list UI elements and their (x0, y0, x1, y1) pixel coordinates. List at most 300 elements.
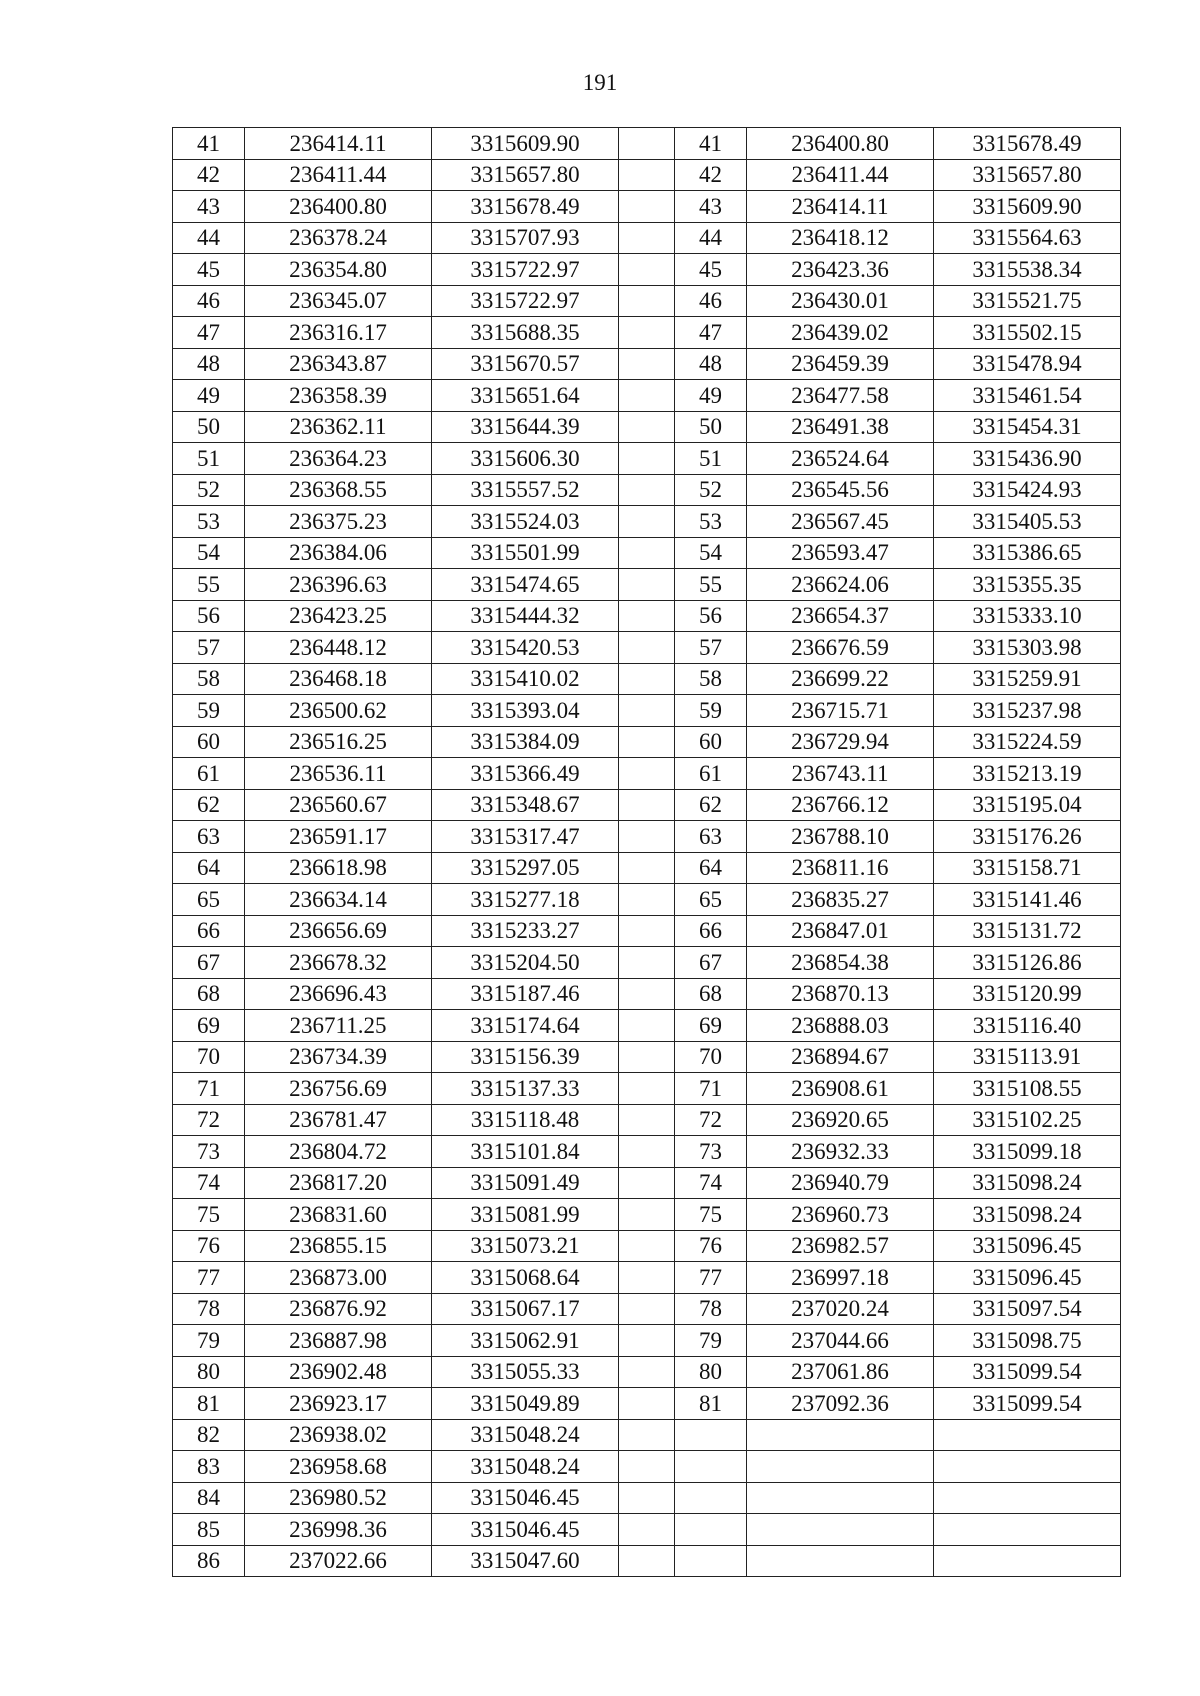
left-y-coordinate-cell: 3315444.32 (432, 600, 619, 632)
right-x-coordinate-cell: 236545.56 (747, 474, 934, 506)
left-y-coordinate-cell: 3315366.49 (432, 758, 619, 790)
left-x-coordinate-cell: 236873.00 (245, 1262, 432, 1294)
right-y-coordinate-cell: 3315424.93 (934, 474, 1121, 506)
left-x-coordinate-cell: 236368.55 (245, 474, 432, 506)
right-point-number-cell: 65 (675, 884, 747, 916)
left-y-coordinate-cell: 3315046.45 (432, 1482, 619, 1514)
right-point-number-cell: 43 (675, 191, 747, 223)
left-point-number-cell: 61 (173, 758, 245, 790)
right-x-coordinate-cell: 236870.13 (747, 978, 934, 1010)
left-point-number-cell: 70 (173, 1041, 245, 1073)
left-y-coordinate-cell: 3315606.30 (432, 443, 619, 475)
left-point-number-cell: 54 (173, 537, 245, 569)
left-point-number-cell: 84 (173, 1482, 245, 1514)
left-x-coordinate-cell: 236876.92 (245, 1293, 432, 1325)
separator-cell (619, 1482, 675, 1514)
left-x-coordinate-cell: 236696.43 (245, 978, 432, 1010)
table-row (173, 474, 1121, 506)
separator-cell (619, 758, 675, 790)
right-x-coordinate-cell: 236414.11 (747, 191, 934, 223)
left-x-coordinate-cell: 236711.25 (245, 1010, 432, 1042)
separator-cell (619, 1167, 675, 1199)
left-point-number-cell: 45 (173, 254, 245, 286)
left-y-coordinate-cell: 3315410.02 (432, 663, 619, 695)
right-x-coordinate-cell: 237061.86 (747, 1356, 934, 1388)
separator-cell (619, 348, 675, 380)
separator-cell (619, 285, 675, 317)
left-y-coordinate-cell: 3315317.47 (432, 821, 619, 853)
table-row (173, 852, 1121, 884)
separator-cell (619, 222, 675, 254)
separator-cell (619, 1293, 675, 1325)
right-point-number-cell: 44 (675, 222, 747, 254)
separator-cell (619, 411, 675, 443)
table-row (173, 726, 1121, 758)
table-row (173, 1136, 1121, 1168)
left-y-coordinate-cell: 3315156.39 (432, 1041, 619, 1073)
left-x-coordinate-cell: 236980.52 (245, 1482, 432, 1514)
left-point-number-cell: 52 (173, 474, 245, 506)
right-y-coordinate-cell: 3315108.55 (934, 1073, 1121, 1105)
left-x-coordinate-cell: 236804.72 (245, 1136, 432, 1168)
left-x-coordinate-cell: 236923.17 (245, 1388, 432, 1420)
table-row (173, 1451, 1121, 1483)
separator-cell (619, 1356, 675, 1388)
table-row (173, 1388, 1121, 1420)
right-x-coordinate-cell: 236835.27 (747, 884, 934, 916)
right-y-coordinate-cell: 3315237.98 (934, 695, 1121, 727)
right-y-coordinate-cell: 3315099.54 (934, 1356, 1121, 1388)
table-row (173, 632, 1121, 664)
separator-cell (619, 663, 675, 695)
right-x-coordinate-cell: 236624.06 (747, 569, 934, 601)
right-y-coordinate-cell: 3315098.24 (934, 1167, 1121, 1199)
right-point-number-cell: 57 (675, 632, 747, 664)
left-x-coordinate-cell: 236855.15 (245, 1230, 432, 1262)
left-x-coordinate-cell: 236902.48 (245, 1356, 432, 1388)
left-x-coordinate-cell: 236756.69 (245, 1073, 432, 1105)
separator-cell (619, 128, 675, 160)
table-row (173, 1325, 1121, 1357)
left-point-number-cell: 53 (173, 506, 245, 538)
left-x-coordinate-cell: 236536.11 (245, 758, 432, 790)
left-point-number-cell: 41 (173, 128, 245, 160)
right-x-coordinate-cell: 236894.67 (747, 1041, 934, 1073)
separator-cell (619, 1325, 675, 1357)
left-y-coordinate-cell: 3315348.67 (432, 789, 619, 821)
right-y-coordinate-cell: 3315099.54 (934, 1388, 1121, 1420)
left-x-coordinate-cell: 236364.23 (245, 443, 432, 475)
left-y-coordinate-cell: 3315118.48 (432, 1104, 619, 1136)
left-y-coordinate-cell: 3315557.52 (432, 474, 619, 506)
left-x-coordinate-cell: 236411.44 (245, 159, 432, 191)
right-x-coordinate-cell: 237044.66 (747, 1325, 934, 1357)
right-point-number-cell: 63 (675, 821, 747, 853)
table-row (173, 1293, 1121, 1325)
table-row (173, 821, 1121, 853)
right-point-number-cell: 73 (675, 1136, 747, 1168)
left-x-coordinate-cell: 236591.17 (245, 821, 432, 853)
separator-cell (619, 1388, 675, 1420)
right-x-coordinate-cell (747, 1514, 934, 1546)
right-y-coordinate-cell: 3315102.25 (934, 1104, 1121, 1136)
right-y-coordinate-cell (934, 1451, 1121, 1483)
left-point-number-cell: 56 (173, 600, 245, 632)
left-point-number-cell: 62 (173, 789, 245, 821)
right-point-number-cell: 72 (675, 1104, 747, 1136)
right-x-coordinate-cell: 236400.80 (747, 128, 934, 160)
right-x-coordinate-cell: 237020.24 (747, 1293, 934, 1325)
right-y-coordinate-cell: 3315158.71 (934, 852, 1121, 884)
left-y-coordinate-cell: 3315657.80 (432, 159, 619, 191)
right-x-coordinate-cell: 236766.12 (747, 789, 934, 821)
right-y-coordinate-cell: 3315113.91 (934, 1041, 1121, 1073)
left-x-coordinate-cell: 236358.39 (245, 380, 432, 412)
table-row (173, 600, 1121, 632)
separator-cell (619, 569, 675, 601)
separator-cell (619, 789, 675, 821)
right-point-number-cell: 68 (675, 978, 747, 1010)
left-x-coordinate-cell: 236618.98 (245, 852, 432, 884)
right-x-coordinate-cell: 236908.61 (747, 1073, 934, 1105)
right-point-number-cell: 49 (675, 380, 747, 412)
right-point-number-cell: 64 (675, 852, 747, 884)
separator-cell (619, 317, 675, 349)
table-row (173, 380, 1121, 412)
left-x-coordinate-cell: 236781.47 (245, 1104, 432, 1136)
separator-cell (619, 1010, 675, 1042)
right-x-coordinate-cell (747, 1451, 934, 1483)
right-point-number-cell: 45 (675, 254, 747, 286)
right-point-number-cell: 71 (675, 1073, 747, 1105)
left-y-coordinate-cell: 3315678.49 (432, 191, 619, 223)
right-x-coordinate-cell: 236888.03 (747, 1010, 934, 1042)
right-point-number-cell: 66 (675, 915, 747, 947)
right-x-coordinate-cell: 236411.44 (747, 159, 934, 191)
right-x-coordinate-cell: 236847.01 (747, 915, 934, 947)
left-point-number-cell: 68 (173, 978, 245, 1010)
page-number: 191 (582, 70, 618, 95)
right-point-number-cell: 53 (675, 506, 747, 538)
right-x-coordinate-cell: 236932.33 (747, 1136, 934, 1168)
left-y-coordinate-cell: 3315501.99 (432, 537, 619, 569)
table-row (173, 191, 1121, 223)
right-y-coordinate-cell: 3315097.54 (934, 1293, 1121, 1325)
separator-cell (619, 821, 675, 853)
table-row (173, 348, 1121, 380)
right-y-coordinate-cell: 3315098.75 (934, 1325, 1121, 1357)
left-point-number-cell: 80 (173, 1356, 245, 1388)
left-point-number-cell: 51 (173, 443, 245, 475)
right-y-coordinate-cell: 3315099.18 (934, 1136, 1121, 1168)
left-point-number-cell: 59 (173, 695, 245, 727)
left-y-coordinate-cell: 3315055.33 (432, 1356, 619, 1388)
right-point-number-cell: 48 (675, 348, 747, 380)
separator-cell (619, 1041, 675, 1073)
table-row (173, 222, 1121, 254)
right-x-coordinate-cell: 236997.18 (747, 1262, 934, 1294)
left-x-coordinate-cell: 236560.67 (245, 789, 432, 821)
left-x-coordinate-cell: 236958.68 (245, 1451, 432, 1483)
left-x-coordinate-cell: 236831.60 (245, 1199, 432, 1231)
right-y-coordinate-cell: 3315657.80 (934, 159, 1121, 191)
right-y-coordinate-cell: 3315355.35 (934, 569, 1121, 601)
left-point-number-cell: 60 (173, 726, 245, 758)
left-y-coordinate-cell: 3315644.39 (432, 411, 619, 443)
separator-cell (619, 159, 675, 191)
left-y-coordinate-cell: 3315048.24 (432, 1451, 619, 1483)
left-x-coordinate-cell: 236316.17 (245, 317, 432, 349)
right-x-coordinate-cell: 236477.58 (747, 380, 934, 412)
left-x-coordinate-cell: 236468.18 (245, 663, 432, 695)
left-y-coordinate-cell: 3315393.04 (432, 695, 619, 727)
table-row (173, 789, 1121, 821)
left-y-coordinate-cell: 3315068.64 (432, 1262, 619, 1294)
left-point-number-cell: 85 (173, 1514, 245, 1546)
right-point-number-cell: 41 (675, 128, 747, 160)
separator-cell (619, 537, 675, 569)
right-point-number-cell (675, 1514, 747, 1546)
separator-cell (619, 1419, 675, 1451)
left-point-number-cell: 72 (173, 1104, 245, 1136)
left-y-coordinate-cell: 3315420.53 (432, 632, 619, 664)
table-row (173, 1199, 1121, 1231)
separator-cell (619, 978, 675, 1010)
left-point-number-cell: 65 (173, 884, 245, 916)
left-y-coordinate-cell: 3315474.65 (432, 569, 619, 601)
right-y-coordinate-cell: 3315213.19 (934, 758, 1121, 790)
right-x-coordinate-cell: 236715.71 (747, 695, 934, 727)
left-y-coordinate-cell: 3315722.97 (432, 285, 619, 317)
left-point-number-cell: 67 (173, 947, 245, 979)
right-y-coordinate-cell: 3315259.91 (934, 663, 1121, 695)
left-y-coordinate-cell: 3315067.17 (432, 1293, 619, 1325)
table-row (173, 1482, 1121, 1514)
left-point-number-cell: 50 (173, 411, 245, 443)
right-y-coordinate-cell: 3315120.99 (934, 978, 1121, 1010)
left-x-coordinate-cell: 236354.80 (245, 254, 432, 286)
left-point-number-cell: 42 (173, 159, 245, 191)
right-point-number-cell (675, 1451, 747, 1483)
left-y-coordinate-cell: 3315651.64 (432, 380, 619, 412)
left-point-number-cell: 82 (173, 1419, 245, 1451)
left-point-number-cell: 83 (173, 1451, 245, 1483)
separator-cell (619, 506, 675, 538)
right-x-coordinate-cell: 236960.73 (747, 1199, 934, 1231)
left-y-coordinate-cell: 3315187.46 (432, 978, 619, 1010)
left-y-coordinate-cell: 3315688.35 (432, 317, 619, 349)
left-point-number-cell: 43 (173, 191, 245, 223)
left-x-coordinate-cell: 236500.62 (245, 695, 432, 727)
right-point-number-cell: 54 (675, 537, 747, 569)
separator-cell (619, 884, 675, 916)
table-row (173, 537, 1121, 569)
right-x-coordinate-cell: 236729.94 (747, 726, 934, 758)
left-y-coordinate-cell: 3315277.18 (432, 884, 619, 916)
table-row (173, 695, 1121, 727)
left-point-number-cell: 55 (173, 569, 245, 601)
left-y-coordinate-cell: 3315049.89 (432, 1388, 619, 1420)
table-row (173, 254, 1121, 286)
right-point-number-cell: 42 (675, 159, 747, 191)
left-x-coordinate-cell: 236378.24 (245, 222, 432, 254)
left-point-number-cell: 86 (173, 1545, 245, 1577)
right-y-coordinate-cell: 3315116.40 (934, 1010, 1121, 1042)
table-row (173, 569, 1121, 601)
table-row (173, 1073, 1121, 1105)
separator-cell (619, 380, 675, 412)
right-x-coordinate-cell: 236430.01 (747, 285, 934, 317)
table-row (173, 978, 1121, 1010)
right-y-coordinate-cell: 3315303.98 (934, 632, 1121, 664)
right-y-coordinate-cell: 3315141.46 (934, 884, 1121, 916)
table-row (173, 159, 1121, 191)
table-row (173, 663, 1121, 695)
right-point-number-cell: 78 (675, 1293, 747, 1325)
left-point-number-cell: 57 (173, 632, 245, 664)
separator-cell (619, 1073, 675, 1105)
table-row (173, 285, 1121, 317)
separator-cell (619, 1199, 675, 1231)
right-point-number-cell: 59 (675, 695, 747, 727)
right-x-coordinate-cell: 236459.39 (747, 348, 934, 380)
right-y-coordinate-cell: 3315436.90 (934, 443, 1121, 475)
right-point-number-cell: 46 (675, 285, 747, 317)
table-row (173, 1262, 1121, 1294)
left-point-number-cell: 79 (173, 1325, 245, 1357)
separator-cell (619, 915, 675, 947)
left-x-coordinate-cell: 236516.25 (245, 726, 432, 758)
left-y-coordinate-cell: 3315062.91 (432, 1325, 619, 1357)
right-y-coordinate-cell: 3315538.34 (934, 254, 1121, 286)
left-point-number-cell: 73 (173, 1136, 245, 1168)
left-y-coordinate-cell: 3315046.45 (432, 1514, 619, 1546)
right-y-coordinate-cell: 3315098.24 (934, 1199, 1121, 1231)
left-y-coordinate-cell: 3315524.03 (432, 506, 619, 538)
right-point-number-cell: 60 (675, 726, 747, 758)
table-row (173, 1514, 1121, 1546)
right-y-coordinate-cell: 3315405.53 (934, 506, 1121, 538)
left-x-coordinate-cell: 236345.07 (245, 285, 432, 317)
separator-cell (619, 1451, 675, 1483)
right-y-coordinate-cell: 3315224.59 (934, 726, 1121, 758)
separator-cell (619, 1104, 675, 1136)
left-y-coordinate-cell: 3315174.64 (432, 1010, 619, 1042)
right-y-coordinate-cell: 3315478.94 (934, 348, 1121, 380)
separator-cell (619, 443, 675, 475)
right-point-number-cell (675, 1482, 747, 1514)
left-x-coordinate-cell: 236887.98 (245, 1325, 432, 1357)
right-x-coordinate-cell: 236811.16 (747, 852, 934, 884)
right-point-number-cell (675, 1419, 747, 1451)
left-x-coordinate-cell: 236343.87 (245, 348, 432, 380)
right-point-number-cell: 70 (675, 1041, 747, 1073)
right-y-coordinate-cell: 3315609.90 (934, 191, 1121, 223)
right-x-coordinate-cell (747, 1545, 934, 1577)
left-x-coordinate-cell: 236678.32 (245, 947, 432, 979)
separator-cell (619, 695, 675, 727)
separator-cell (619, 254, 675, 286)
right-point-number-cell: 51 (675, 443, 747, 475)
left-x-coordinate-cell: 236448.12 (245, 632, 432, 664)
right-point-number-cell: 74 (675, 1167, 747, 1199)
right-y-coordinate-cell: 3315454.31 (934, 411, 1121, 443)
right-point-number-cell: 58 (675, 663, 747, 695)
left-point-number-cell: 71 (173, 1073, 245, 1105)
right-x-coordinate-cell: 236423.36 (747, 254, 934, 286)
separator-cell (619, 1136, 675, 1168)
left-y-coordinate-cell: 3315609.90 (432, 128, 619, 160)
right-y-coordinate-cell (934, 1419, 1121, 1451)
right-y-coordinate-cell: 3315126.86 (934, 947, 1121, 979)
right-point-number-cell: 52 (675, 474, 747, 506)
table-row (173, 506, 1121, 538)
right-y-coordinate-cell: 3315333.10 (934, 600, 1121, 632)
left-y-coordinate-cell: 3315707.93 (432, 222, 619, 254)
right-point-number-cell: 67 (675, 947, 747, 979)
left-point-number-cell: 81 (173, 1388, 245, 1420)
right-point-number-cell: 62 (675, 789, 747, 821)
table-row (173, 884, 1121, 916)
left-y-coordinate-cell: 3315137.33 (432, 1073, 619, 1105)
right-x-coordinate-cell: 236920.65 (747, 1104, 934, 1136)
left-y-coordinate-cell: 3315384.09 (432, 726, 619, 758)
table-row (173, 411, 1121, 443)
left-point-number-cell: 48 (173, 348, 245, 380)
right-point-number-cell: 55 (675, 569, 747, 601)
right-y-coordinate-cell: 3315461.54 (934, 380, 1121, 412)
right-y-coordinate-cell: 3315678.49 (934, 128, 1121, 160)
left-point-number-cell: 49 (173, 380, 245, 412)
left-y-coordinate-cell: 3315047.60 (432, 1545, 619, 1577)
separator-cell (619, 1514, 675, 1546)
separator-cell (619, 1545, 675, 1577)
right-point-number-cell: 47 (675, 317, 747, 349)
right-point-number-cell: 50 (675, 411, 747, 443)
right-x-coordinate-cell: 236491.38 (747, 411, 934, 443)
table-row (173, 1104, 1121, 1136)
left-point-number-cell: 78 (173, 1293, 245, 1325)
left-x-coordinate-cell: 236396.63 (245, 569, 432, 601)
left-y-coordinate-cell: 3315073.21 (432, 1230, 619, 1262)
left-x-coordinate-cell: 236362.11 (245, 411, 432, 443)
right-x-coordinate-cell: 236654.37 (747, 600, 934, 632)
right-point-number-cell: 77 (675, 1262, 747, 1294)
right-y-coordinate-cell: 3315096.45 (934, 1262, 1121, 1294)
right-x-coordinate-cell: 236676.59 (747, 632, 934, 664)
table-row (173, 1041, 1121, 1073)
left-y-coordinate-cell: 3315670.57 (432, 348, 619, 380)
left-x-coordinate-cell: 236384.06 (245, 537, 432, 569)
right-point-number-cell: 79 (675, 1325, 747, 1357)
right-x-coordinate-cell: 236982.57 (747, 1230, 934, 1262)
table-row (173, 1419, 1121, 1451)
right-x-coordinate-cell: 237092.36 (747, 1388, 934, 1420)
table-row (173, 1356, 1121, 1388)
right-y-coordinate-cell (934, 1482, 1121, 1514)
left-y-coordinate-cell: 3315048.24 (432, 1419, 619, 1451)
right-y-coordinate-cell: 3315564.63 (934, 222, 1121, 254)
table-row (173, 1010, 1121, 1042)
table-row (173, 1230, 1121, 1262)
table-row (173, 758, 1121, 790)
left-x-coordinate-cell: 236634.14 (245, 884, 432, 916)
table-row (173, 1545, 1121, 1577)
left-point-number-cell: 74 (173, 1167, 245, 1199)
right-x-coordinate-cell: 236439.02 (747, 317, 934, 349)
table-row (173, 128, 1121, 160)
right-x-coordinate-cell: 236593.47 (747, 537, 934, 569)
